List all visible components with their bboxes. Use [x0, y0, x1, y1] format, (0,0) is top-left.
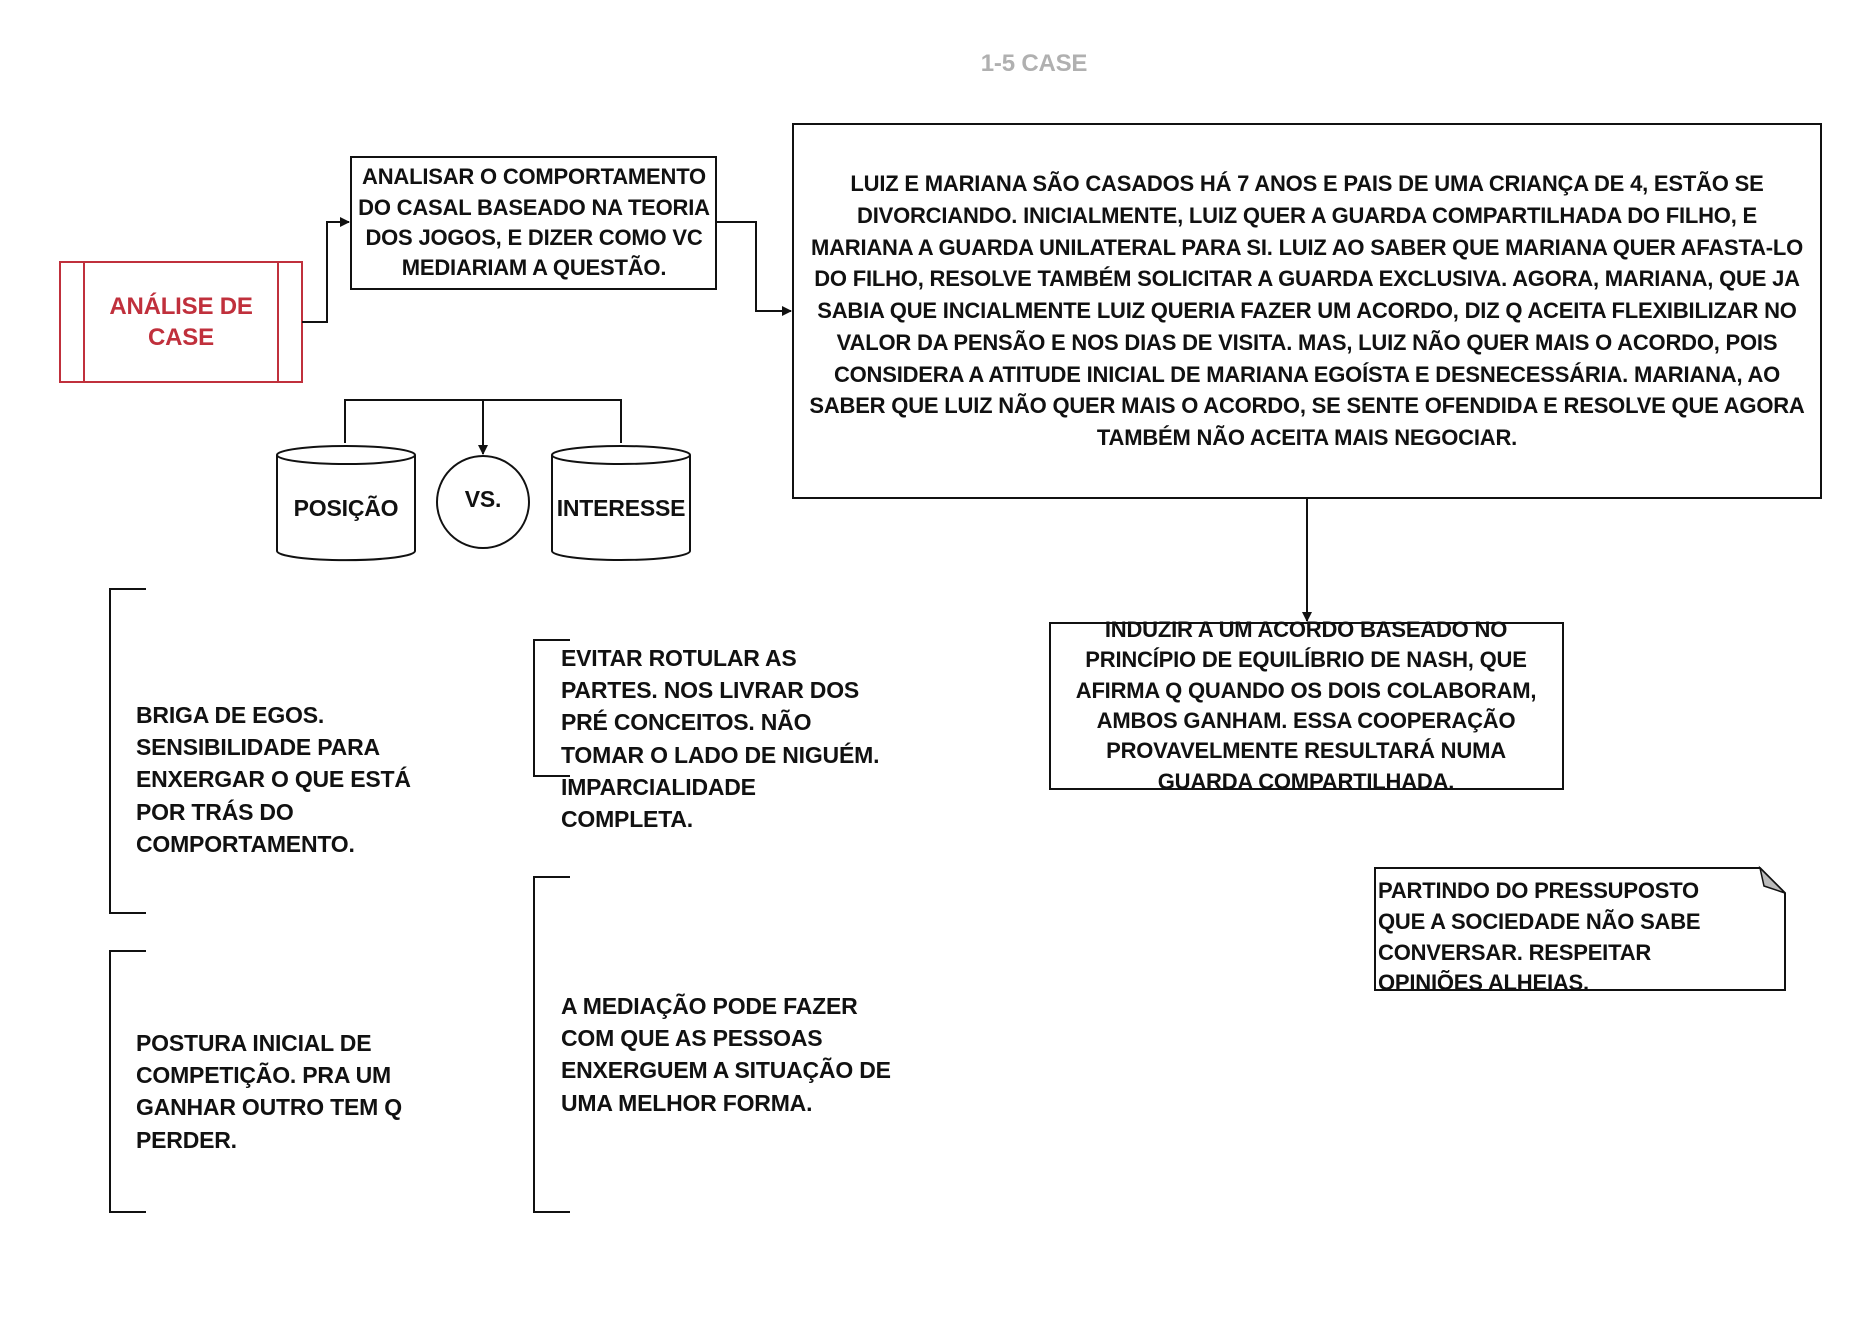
note-egos: BRIGA DE EGOS. SENSIBILIDADE PARA ENXERGAR O QUE ESTÁ POR TRÁS DO COMPORTAMENTO.	[136, 702, 411, 857]
position-label: POSIÇÃO	[293, 495, 399, 522]
premise-note-text[interactable]: PARTINDO DO PRESSUPOSTO QUE A SOCIEDADE NÃO SABE CONVERSAR. RESPEITAR OPINIÕES ALHEIAS.	[1378, 878, 1701, 996]
task-node-text[interactable]: ANALISAR O COMPORTAMENTO DO CASAL BASEADO NA TEORIA DOS JOGOS, E DIZER COMO VC MEDIARIAM A QUESTÃO.	[358, 164, 710, 281]
connector-task-to-case	[716, 222, 791, 311]
interest-label: INTERESSE	[556, 495, 686, 522]
note-mediation: A MEDIAÇÃO PODE FAZER COM QUE AS PESSOAS ENXERGUEM A SITUAÇÃO DE UMA MELHOR FORMA.	[561, 993, 891, 1116]
page-title: 1-5 CASE	[980, 50, 1088, 77]
note-competition: POSTURA INICIAL DE COMPETIÇÃO. PRA UM GANHAR OUTRO TEM Q PERDER.	[136, 1030, 402, 1153]
solution-node-text[interactable]: INDUZIR A UM ACORDO BASEADO NO PRINCÍPIO DE EQUILÍBRIO DE NASH, QUE AFIRMA Q QUANDO OS DOIS COLABORAM, AMBOS GANHAM. ESSA COOPERAÇÃO PROVAVELMENTE RESULTARÁ NUMA GUARDA COMPARTILHADA.	[1075, 616, 1537, 794]
vs-label: VS.	[464, 486, 502, 513]
connector-root-to-task	[302, 222, 349, 322]
comparison-bracket	[345, 400, 621, 454]
case-node-text[interactable]: LUIZ E MARIANA SÃO CASADOS HÁ 7 ANOS E PAIS DE UMA CRIANÇA DE 4, ESTÃO SE DIVORCIANDO. INICIALMENTE, LUIZ QUER A GUARDA COMPARTILHADA DO FILHO, E MARIANA A GUARDA UNILATERAL PARA SI. LUIZ AO SABER QUE MARIANA QUER AFASTA-LO DO FILHO, RESOLVE TAMBÉM SOLICITAR A GUARDA EXCLUSIVA. AGORA, MARIANA, QUE JA SABIA QUE INCIALMENTE LUIZ QUERIA FAZER UM ACORDO, DIZ Q ACEITA FLEXIBILIZAR NO VALOR DA PENSÃO E NOS DIAS DE VISITA. MAS, LUIZ NÃO QUER MAIS O ACORDO, POIS CONSIDERA A ATITUDE INICIAL DE MARIANA EGOÍSTA E DESNECESSÁRIA. MARIANA, AO SABER QUE LUIZ NÃO QUER MAIS O ACORDO, SE SENTE OFENDIDA E RESOLVE QUE AGORA TAMBÉM NÃO ACEITA MAIS NEGOCIAR.	[809, 171, 1805, 450]
root-node-label: ANÁLISE DE CASE	[109, 292, 253, 351]
note-labels: EVITAR ROTULAR AS PARTES. NOS LIVRAR DOS PRÉ CONCEITOS. NÃO TOMAR O LADO DE NIGUÉM. IMPARCIALIDADE COMPLETA.	[561, 645, 880, 832]
